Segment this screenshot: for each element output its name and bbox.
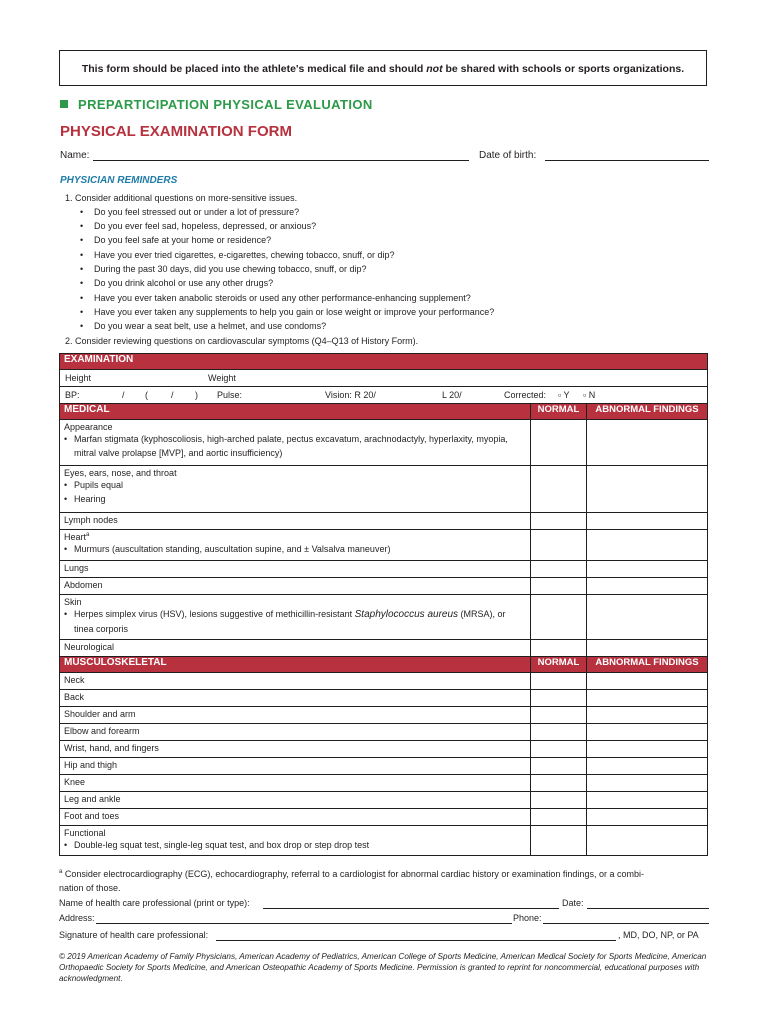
normal-cell[interactable] [531, 792, 587, 809]
bp-paren-close: ) [195, 390, 198, 400]
table-row [60, 809, 708, 826]
reminder-bullet: • Have you ever taken anabolic steroids or used any other performance-enhancing supplement? [80, 293, 471, 303]
table-row [60, 513, 708, 530]
medical-header-row [60, 404, 708, 420]
footnote-text: Consider electrocardiography (ECG), echocardiography, referral to a cardiologist for abnormal cardiac history or examination findings, or a combi- [64, 869, 644, 879]
row-label: Neurological [64, 642, 115, 652]
bp-label: BP: [65, 390, 80, 400]
normal-cell[interactable] [531, 530, 587, 561]
vitals-row [60, 387, 708, 404]
findings-cell[interactable] [587, 530, 708, 561]
reminder-bullet: • Have you ever taken any supplements to help you gain or lose weight or improve your performance? [80, 307, 495, 317]
normal-cell[interactable] [531, 513, 587, 530]
reminder-bullet: • During the past 30 days, did you use chewing tobacco, snuff, or dip? [80, 264, 367, 274]
table-row [60, 775, 708, 792]
table-row [60, 826, 708, 856]
corrected-no-label: N [588, 390, 596, 400]
dob-field[interactable] [545, 160, 709, 161]
row-bullet: • Marfan stigmata (kyphoscoliosis, high-arched palate, pectus excavatum, arachnodactyly, hyperlaxity, myopia, mitral valve prolapse [MVP], and aortic insufficiency) [64, 432, 526, 460]
date-field[interactable] [587, 908, 709, 909]
normal-cell[interactable] [531, 775, 587, 792]
normal-cell[interactable] [531, 809, 587, 826]
findings-cell[interactable] [587, 707, 708, 724]
normal-cell[interactable] [531, 578, 587, 595]
reminder-item-1: 1. Consider additional questions on more-sensitive issues. [65, 193, 298, 203]
normal-cell[interactable] [531, 690, 587, 707]
table-row [60, 578, 708, 595]
name-field[interactable] [93, 160, 469, 161]
bp-separator: / [122, 390, 125, 400]
row-label: Lymph nodes [64, 515, 118, 525]
normal-cell[interactable] [531, 673, 587, 690]
phone-label: Phone: [513, 913, 542, 923]
findings-cell[interactable] [587, 640, 708, 657]
msk-header-row [60, 657, 708, 673]
findings-cell[interactable] [587, 578, 708, 595]
phone-field[interactable] [543, 923, 709, 924]
table-row [60, 530, 708, 561]
row-label: Foot and toes [64, 811, 120, 821]
height-label: Height [65, 373, 92, 383]
address-label: Address: [59, 913, 95, 923]
findings-cell[interactable] [587, 673, 708, 690]
table-row [60, 673, 708, 690]
reminder-bullet: • Do you ever feel sad, hopeless, depressed, or anxious? [80, 221, 317, 231]
row-label: Appearance [64, 422, 113, 432]
bp-separator: / [171, 390, 174, 400]
abnormal-header: ABNORMAL FINDINGS [587, 404, 708, 420]
notice-text-pre: This form should be placed into the [81, 63, 260, 75]
row-label: Hip and thigh [64, 760, 118, 770]
dob-label: Date of birth: [479, 150, 537, 161]
heart-label: Heart [64, 532, 87, 542]
findings-cell[interactable] [587, 561, 708, 578]
findings-cell[interactable] [587, 792, 708, 809]
signature-label: Signature of health care professional: [59, 930, 209, 940]
footnote-marker: a [86, 532, 90, 538]
table-row [60, 640, 708, 657]
page-title: PHYSICAL EXAMINATION FORM [60, 123, 292, 140]
corrected-yes-label: Y [563, 390, 570, 400]
bp-paren-open: ( [145, 390, 148, 400]
row-bullet: • Murmurs (auscultation standing, auscultation supine, and ± Valsalva maneuver) [64, 542, 526, 556]
reminder-bullet: • Do you feel stressed out or under a lot of pressure? [80, 207, 300, 217]
examination-header: EXAMINATION [60, 354, 708, 370]
hcp-name-label: Name of health care professional (print or type): [59, 898, 250, 908]
section-heading-text: PREPARTICIPATION PHYSICAL EVALUATION [78, 97, 373, 112]
row-bullet: • Pupils equal [64, 478, 526, 492]
row-label: Lungs [64, 563, 89, 573]
findings-cell[interactable] [587, 420, 708, 466]
table-row [60, 758, 708, 775]
table-row [60, 690, 708, 707]
weight-label: Weight [208, 373, 236, 383]
hcp-name-field[interactable] [263, 908, 559, 909]
pulse-label: Pulse: [217, 390, 243, 400]
row-label: Back [64, 692, 85, 702]
row-bullet: • Hearing [64, 492, 526, 506]
row-label: Elbow and forearm [64, 726, 140, 736]
table-row [60, 595, 708, 640]
corrected-yes[interactable] [558, 390, 570, 400]
table-row [60, 466, 708, 513]
corrected-label: Corrected: [504, 390, 547, 400]
findings-cell[interactable] [587, 690, 708, 707]
normal-cell[interactable] [531, 420, 587, 466]
reminder-bullet: • Have you ever tried cigarettes, e-cigarettes, chewing tobacco, snuff, or dip? [80, 250, 395, 260]
findings-cell[interactable] [587, 826, 708, 856]
findings-cell[interactable] [587, 758, 708, 775]
reminders-heading: PHYSICIAN REMINDERS [60, 175, 178, 186]
table-row [60, 741, 708, 758]
table-row [60, 561, 708, 578]
row-bullet: • Double-leg squat test, single-leg squat test, and box drop or step drop test [64, 838, 526, 852]
findings-cell[interactable] [587, 513, 708, 530]
corrected-no[interactable] [583, 390, 595, 400]
reminder-bullet: • Do you drink alcohol or use any other drugs? [80, 278, 274, 288]
normal-cell[interactable] [531, 707, 587, 724]
normal-cell[interactable] [531, 724, 587, 741]
findings-cell[interactable] [587, 466, 708, 513]
normal-cell[interactable] [531, 741, 587, 758]
normal-cell[interactable] [531, 466, 587, 513]
findings-cell[interactable] [587, 809, 708, 826]
row-label: Leg and ankle [64, 794, 121, 804]
section-heading [60, 97, 373, 112]
vision-left-label: L 20/ [442, 390, 462, 400]
checkbox-icon: ▫ [558, 390, 562, 400]
date-label: Date: [562, 898, 584, 908]
reminder-item-2: 2. Consider reviewing questions on cardiovascular symptoms (Q4–Q13 of History Form). [65, 336, 419, 346]
footnote-continued: nation of those. [59, 883, 121, 893]
table-row [60, 707, 708, 724]
findings-cell[interactable] [587, 595, 708, 640]
name-label: Name: [60, 150, 90, 161]
notice-text-mid: medical file and should [307, 63, 424, 75]
row-label: Neck [64, 675, 85, 685]
height-weight-row [60, 370, 708, 387]
row-bullet: • Herpes simplex virus (HSV), lesions suggestive of methicillin-resistant Staphylococcus aureus (MRSA), or tinea corporis [64, 607, 526, 636]
row-label: Skin [64, 597, 82, 607]
normal-cell[interactable] [531, 561, 587, 578]
row-label: Abdomen [64, 580, 103, 590]
footnote-marker: a [59, 869, 63, 875]
reminder-bullet: • Do you feel safe at your home or residence? [80, 235, 272, 245]
vision-label: Vision: R 20/ [325, 390, 376, 400]
reminder-bullet: • Do you wear a seat belt, use a helmet, and use condoms? [80, 321, 327, 331]
findings-cell[interactable] [587, 775, 708, 792]
credentials-label: , MD, DO, NP, or PA [618, 930, 699, 940]
table-row [60, 792, 708, 809]
medical-header: MEDICAL [60, 404, 531, 420]
normal-cell[interactable] [531, 595, 587, 640]
table-row [60, 420, 708, 466]
row-label: Knee [64, 777, 86, 787]
row-label: Shoulder and arm [64, 709, 136, 719]
normal-cell[interactable] [531, 826, 587, 856]
notice-text-not: not [426, 63, 443, 75]
examination-table [59, 353, 708, 856]
msk-header: MUSCULOSKELETAL [60, 657, 531, 673]
row-label: Eyes, ears, nose, and throat [64, 468, 177, 478]
footnote [59, 869, 644, 879]
notice-text-post: be shared with schools or sports organizations. [445, 63, 685, 75]
copyright-notice: © 2019 American Academy of Family Physicians, American Academy of Pediatrics, American College of Sports Medicine, American Medical Society for Sports Medicine, American Orthopaedic Society for Sports Medicine, and American Osteopathic Academy of Sports Medicine. Permission is granted to reprint for noncommercial, educational purposes with acknowledgment. [59, 952, 707, 983]
normal-header: NORMAL [531, 657, 587, 673]
findings-cell[interactable] [587, 724, 708, 741]
normal-header: NORMAL [531, 404, 587, 420]
normal-cell[interactable] [531, 640, 587, 657]
row-label: Wrist, hand, and fingers [64, 743, 159, 753]
address-field[interactable] [96, 923, 512, 924]
row-label: Functional [64, 828, 106, 838]
normal-cell[interactable] [531, 758, 587, 775]
findings-cell[interactable] [587, 741, 708, 758]
square-bullet-icon [60, 100, 68, 108]
abnormal-header: ABNORMAL FINDINGS [587, 657, 708, 673]
examination-header-row [60, 354, 708, 370]
table-row [60, 724, 708, 741]
signature-field[interactable] [216, 940, 616, 941]
checkbox-icon: ▫ [583, 390, 587, 400]
row-label [64, 530, 526, 542]
notice-text-bold: athlete's [262, 63, 305, 75]
notice-box [59, 50, 707, 86]
